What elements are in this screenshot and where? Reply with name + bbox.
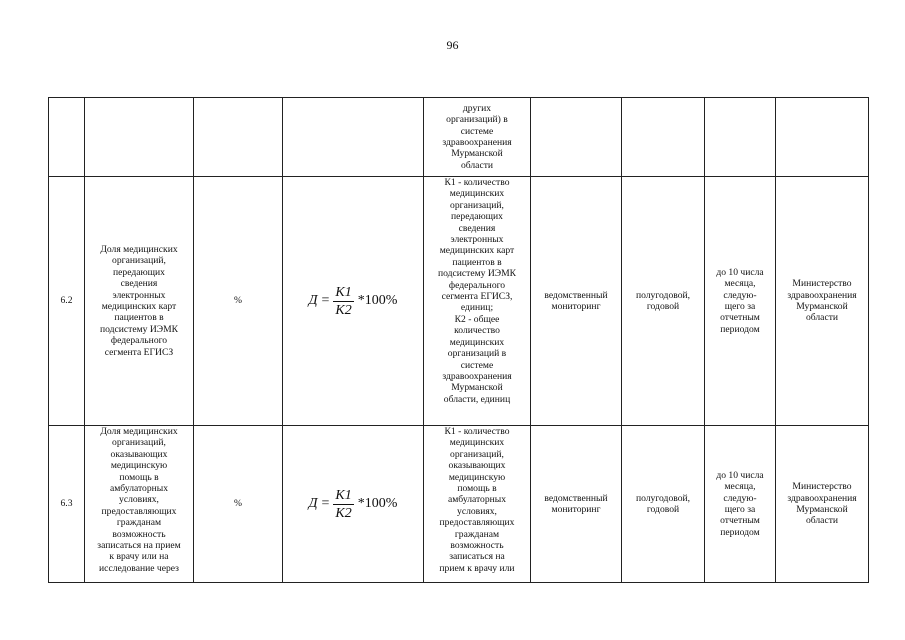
cell-number	[49, 98, 85, 177]
cell-periodicity: полугодовой, годовой	[622, 426, 705, 583]
formula-tail: *100%	[357, 496, 398, 512]
cell-variables: К1 - количество медицинских организаций, оказывающих медицинскую помощь в амбулаторных условиях, предоставляющих гражданам возможность записаться на прием к врачу или	[424, 426, 531, 583]
cell-indicator-name	[85, 98, 194, 177]
cell-unit: %	[194, 177, 283, 426]
formula-lhs: Д	[308, 293, 318, 309]
indicator-table	[48, 97, 869, 583]
cell-periodicity: полугодовой, годовой	[622, 177, 705, 426]
cell-variables: К1 - количество медицинских организаций, передающих сведения электронных медицинских карт пациентов в подсистему ИЭМК федерального сегмента ЕГИСЗ, единиц; К2 - общее количество медицинских организаций в системе здравоохранения Мурманской области, единиц	[424, 177, 531, 426]
cell-deadline: до 10 числа месяца, следую- щего за отчетным периодом	[705, 177, 776, 426]
formula-fraction	[333, 285, 353, 318]
cell-responsible: Министерство здравоохранения Мурманской области	[776, 177, 869, 426]
table-row	[49, 426, 869, 583]
cell-source: ведомственный мониторинг	[531, 177, 622, 426]
cell-unit: %	[194, 426, 283, 583]
cell-unit	[194, 98, 283, 177]
table-row	[49, 98, 869, 177]
cell-formula	[283, 177, 424, 426]
formula-numerator: К1	[335, 284, 352, 300]
formula-tail: *100%	[357, 293, 398, 309]
formula-fraction	[333, 488, 353, 521]
cell-responsible	[776, 98, 869, 177]
formula	[309, 285, 398, 318]
formula-denominator: К2	[335, 302, 352, 318]
cell-formula	[283, 98, 424, 177]
cell-number: 6.2	[49, 177, 85, 426]
table-row	[49, 177, 869, 426]
cell-variables: других организаций) в системе здравоохранения Мурманской области	[424, 98, 531, 177]
page-number: 96	[446, 38, 459, 52]
cell-deadline	[705, 98, 776, 177]
formula-equals: =	[321, 496, 330, 512]
cell-responsible: Министерство здравоохранения Мурманской области	[776, 426, 869, 583]
formula-lhs: Д	[308, 496, 318, 512]
cell-deadline: до 10 числа месяца, следую- щего за отчетным периодом	[705, 426, 776, 583]
cell-source: ведомственный мониторинг	[531, 426, 622, 583]
cell-periodicity	[622, 98, 705, 177]
formula-numerator: К1	[335, 487, 352, 503]
formula	[309, 488, 398, 521]
cell-indicator-name: Доля медицинских организаций, оказывающих медицинскую помощь в амбулаторных условиях, предоставляющих гражданам возможность записаться на прием к врачу или на исследование через	[85, 426, 194, 583]
cell-source	[531, 98, 622, 177]
cell-formula	[283, 426, 424, 583]
formula-equals: =	[321, 293, 330, 309]
cell-number: 6.3	[49, 426, 85, 583]
formula-denominator: К2	[335, 505, 352, 521]
cell-indicator-name: Доля медицинских организаций, передающих сведения электронных медицинских карт пациентов в подсистему ИЭМК федерального сегмента ЕГИСЗ	[85, 177, 194, 426]
